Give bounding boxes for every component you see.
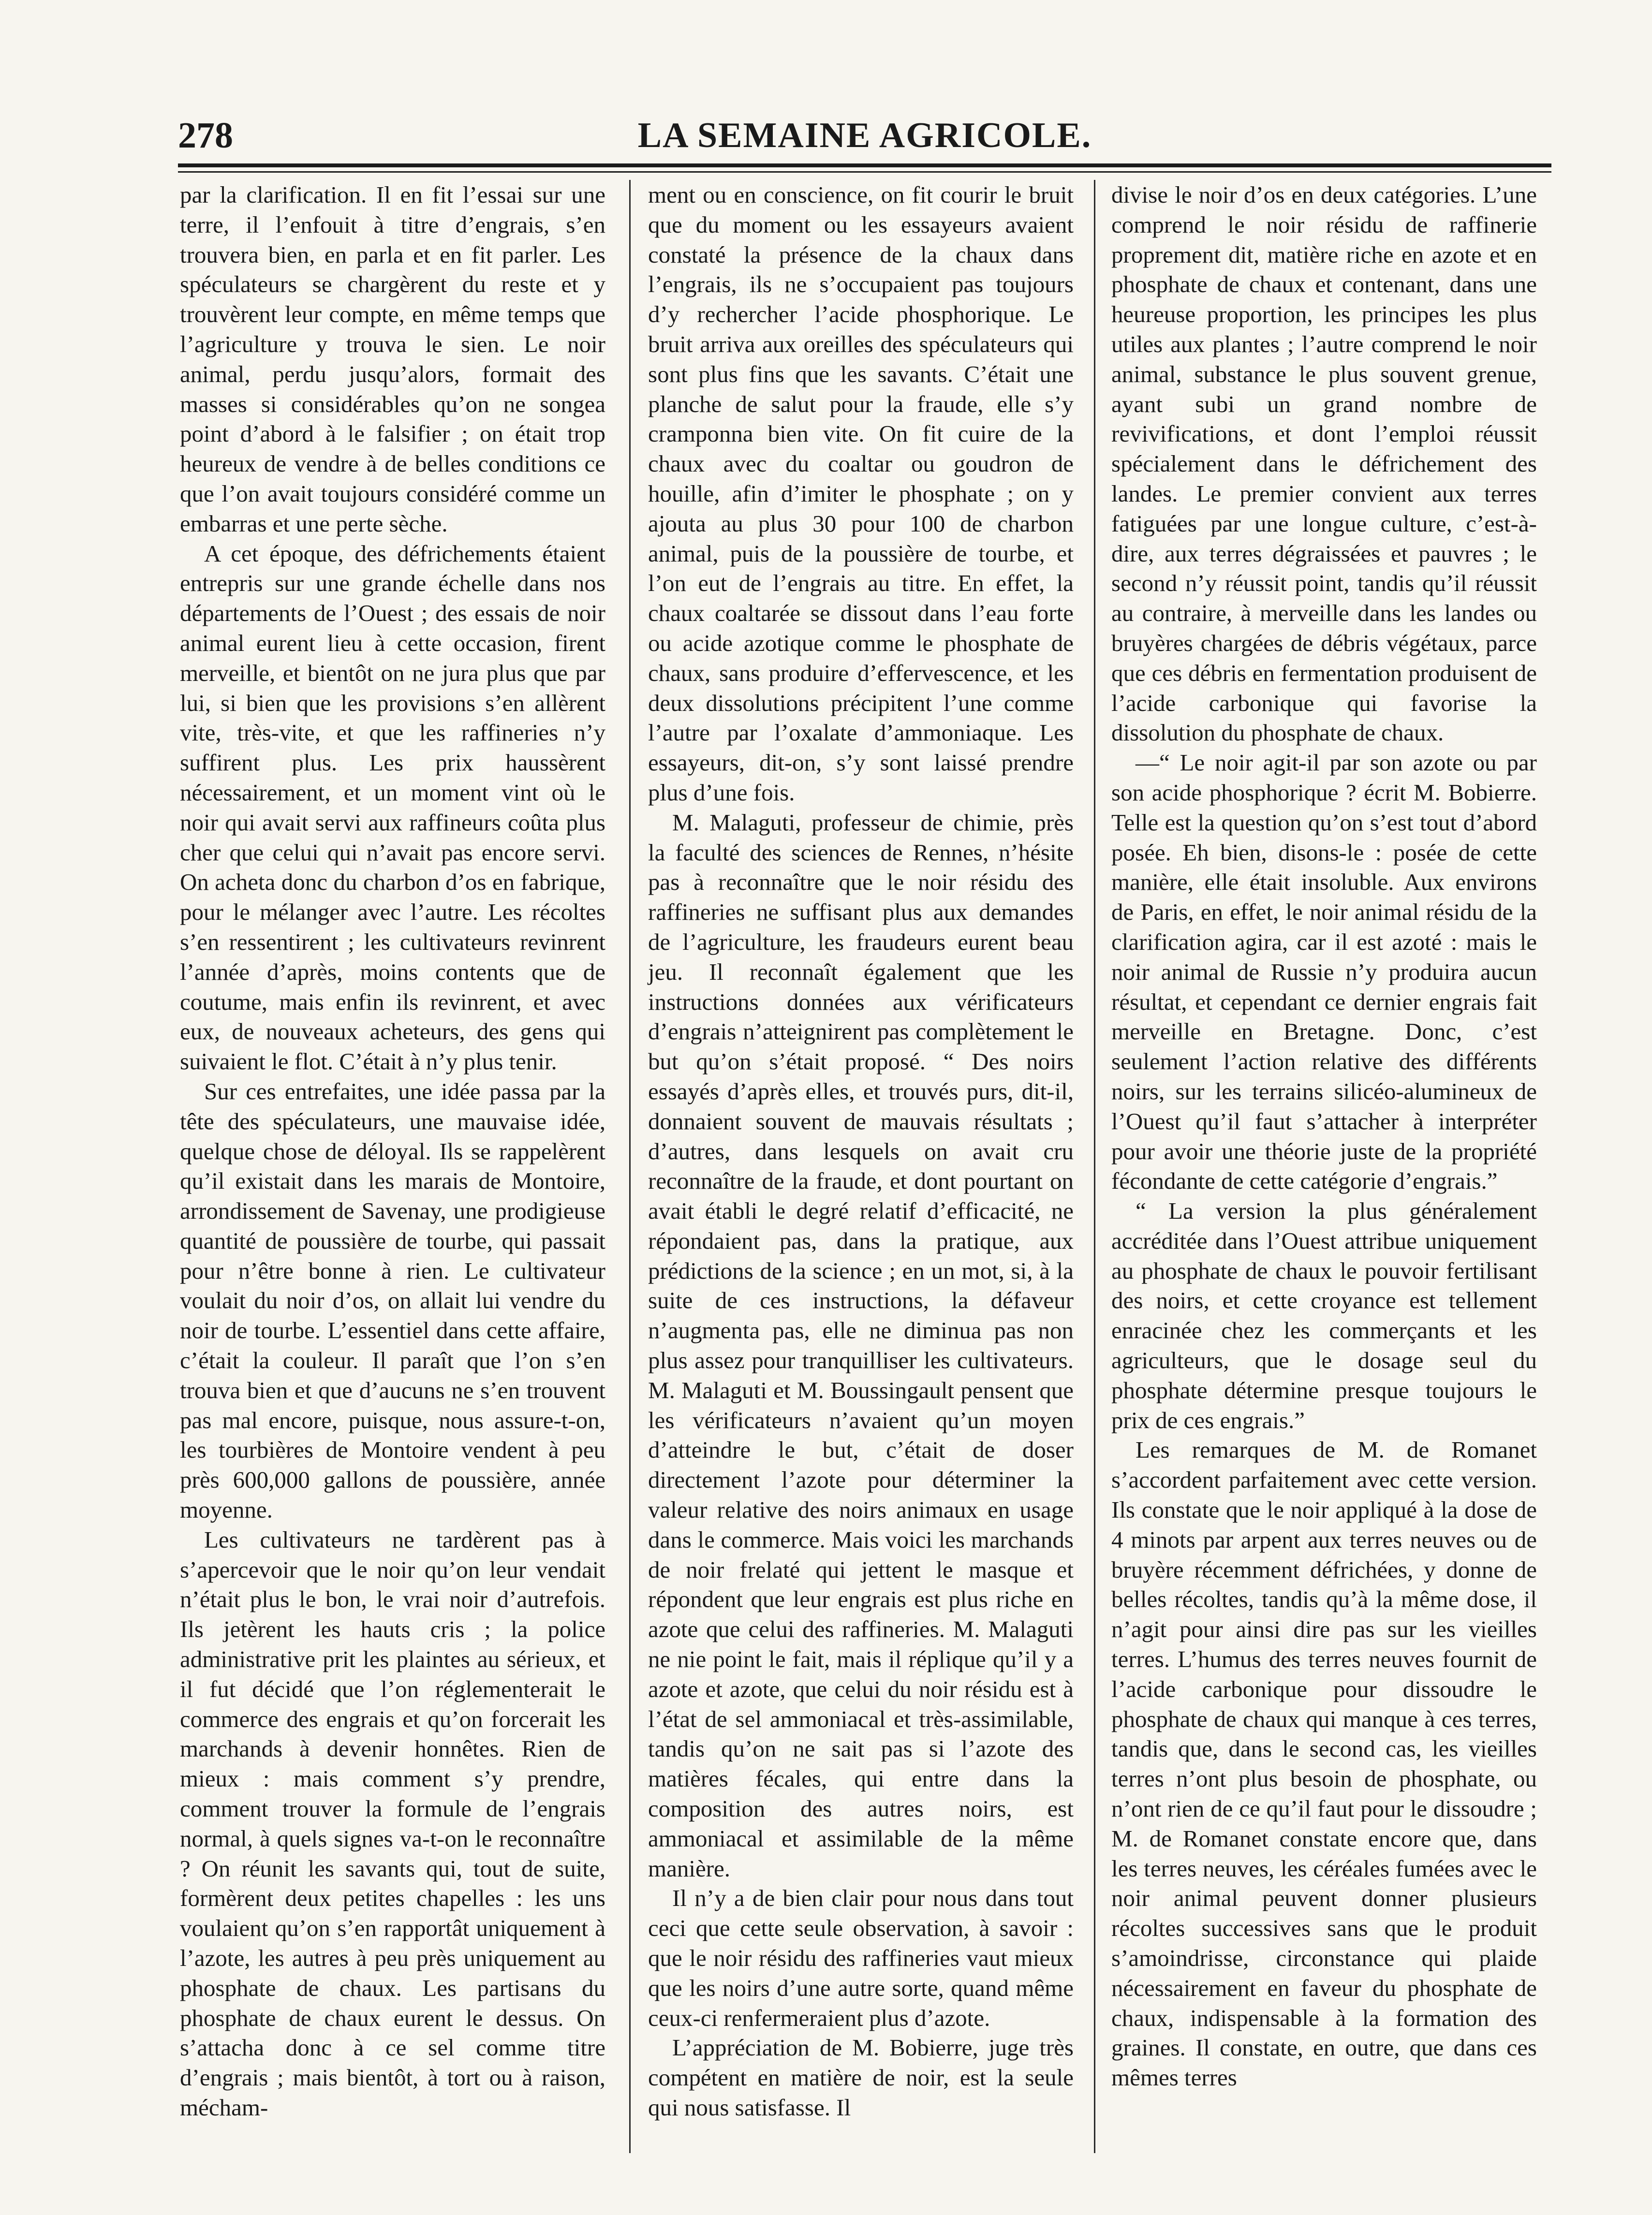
page-number: 278	[178, 115, 233, 156]
paragraph: par la clarification. Il en fit l’essai sur une terre, il l’enfouit à titre d’engrais, s’en trouvera bien, en parla et en fit parler. Les spéculateurs se chargèrent du reste et y trouvèrent leur compte, en même temps que l’agriculture y trouva le sien. Le noir animal, perdu jusqu’alors, formait des masses si considérables qu’on ne songea point d’abord à le falsifier ; on était trop heureux de vendre à de belles conditions ce que l’on avait toujours considéré comme un embarras et une perte sèche.	[180, 181, 605, 537]
text-column-2	[648, 180, 1074, 2123]
header-rule-thick	[178, 163, 1551, 167]
paragraph: Les cultivateurs ne tardèrent pas à s’apercevoir que le noir qu’on leur vendait n’était plus le bon, le vrai noir d’autrefois. Ils jetèrent les hauts cris ; la police administrative prit les plaintes au sérieux, et il fut décidé que l’on réglementerait le commerce des engrais et qu’on forcerait les marchands à devenir honnêtes. Rien de mieux : mais comment s’y prendre, comment trouver la formule de l’engrais normal, à quels signes va-t-on le reconnaître ? On réunit les savants qui, tout de suite, formèrent deux petites chapelles : les uns voulaient qu’on s’en rapportât uniquement à l’azote, les autres à peu près uniquement au phosphate de chaux. Les partisans du phosphate de chaux eurent le dessus. On s’attacha donc à ce sel comme titre d’engrais ; mais bientôt, à tort ou à raison, mécham-	[180, 1526, 605, 2121]
paragraph: A cet époque, des défrichements étaient entrepris sur une grande échelle dans nos départements de l’Ouest ; des essais de noir animal eurent lieu à cette occasion, firent merveille, et bientôt on ne jura plus que par lui, si bien que les provisions s’en allèrent vite, très-vite, et que les raffineries n’y suffirent plus. Les prix haussèrent nécessairement, et un moment vint où le noir qui avait servi aux raffineurs coûta plus cher que celui qui n’avait pas encore servi. On acheta donc du charbon d’os en fabrique, pour le mélanger avec l’autre. Les récoltes s’en ressentirent ; les cultivateurs revinrent l’année d’après, moins contents que de coutume, mais enfin ils revinrent, et avec eux, de nouveaux acheteurs, des gens qui suivaient le flot. C’était à n’y plus tenir.	[180, 540, 605, 1075]
paragraph: M. Malaguti, professeur de chimie, près la faculté des sciences de Rennes, n’hésite pas à reconnaître que le noir résidu des raffineries ne suffisant plus aux demandes de l’agriculture, les fraudeurs eurent beau jeu. Il reconnaît également que les instructions données aux vérificateurs d’engrais n’atteignirent pas complètement le but qu’on s’était proposé. “ Des noirs essayés d’après elles, et trouvés purs, dit-il, donnaient souvent de mauvais résultats ; d’autres, dans lesquels on avait cru reconnaître de la fraude, et dont pourtant on avait établi le degré relatif d’efficacité, ne répondaient pas, dans la pratique, aux prédictions de la science ; en un mot, si, à la suite de ces instructions, la défaveur n’augmenta pas, elle ne diminua pas non plus assez pour tranquilliser les cultivateurs. M. Malaguti et M. Boussingault pensent que les vérificateurs n’avaient qu’un moyen d’atteindre le but, c’était de doser directement l’azote pour déterminer la valeur relative des noirs animaux en usage dans le commerce. Mais voici les marchands de noir frelaté qui jettent le masque et répondent que leur engrais est plus riche en azote que celui des raffineries. M. Malaguti ne nie point le fait, mais il réplique qu’il y a azote et azote, que celui du noir résidu est à l’état de sel ammoniacal et très-assimilable, tandis qu’on ne sait pas si l’azote des matières fécales, qui entre dans la composition des autres noirs, est ammoniacal et assimilable de la même manière.	[648, 809, 1074, 1882]
paragraph: Sur ces entrefaites, une idée passa par la tête des spéculateurs, une mauvaise idée, quelque chose de déloyal. Ils se rappelèrent qu’il existait dans les marais de Montoire, arrondissement de Savenay, une prodigieuse quantité de poussière de tourbe, qui passait pour n’être bonne à rien. Le cultivateur voulait du noir d’os, on allait lui vendre du noir de tourbe. L’essentiel dans cette affaire, c’était la couleur. Il paraît que l’on s’en trouva bien et que d’aucuns ne s’en trouvent pas mal encore, puisque, nous assure-t-on, les tourbières de Montoire vendent à peu près 600,000 gallons de poussière, année moyenne.	[180, 1078, 605, 1523]
paragraph: Il n’y a de bien clair pour nous dans tout ceci que cette seule observation, à savoir : que le noir résidu des raffineries vaut mieux que les noirs d’une autre sorte, quand même ceux-ci renfermeraient plus d’azote.	[648, 1885, 1074, 2031]
column-divider	[1094, 180, 1095, 2153]
paragraph: —“ Le noir agit-il par son azote ou par son acide phosphorique ? écrit M. Bobierre. Telle est la question qu’on s’est tout d’abord posée. Eh bien, disons-le : posée de cette manière, elle était insoluble. Aux environs de Paris, en effet, le noir animal résidu de la clarification agira, car il est azoté : mais le noir animal de Russie n’y produira aucun résultat, et cependant ce dernier engrais fait merveille en Bretagne. Donc, c’est seulement l’action relative des différents noirs, sur les terrains silicéo-alumineux de l’Ouest qu’il faut s’attacher à interpréter pour avoir une théorie juste de la propriété fécondante de cette catégorie d’engrais.”	[1111, 749, 1537, 1195]
header-rule-thin	[178, 171, 1551, 173]
paragraph: L’appréciation de M. Bobierre, juge très compétent en matière de noir, est la seule qui nous satisfasse. Il	[648, 2034, 1074, 2121]
paragraph: Les remarques de M. de Romanet s’accordent parfaitement avec cette version. Ils constate que le noir appliqué à la dose de 4 minots par arpent aux terres neuves ou de bruyère récemment défrichées, y donne de belles récoltes, tandis qu’à la même dose, il n’agit pour ainsi dire pas sur les vieilles terres. L’humus des terres neuves fournit de l’acide carbonique pour dissoudre le phosphate de chaux qui manque à ces terres, tandis que, dans le second cas, les vieilles terres n’ont plus besoin de phosphate, ou n’ont rien de ce qu’il faut pour le dissoudre ; M. de Romanet constate encore que, dans les terres neuves, les céréales fumées avec le noir animal peuvent donner plusieurs récoltes successives sans que le produit s’amoindrisse, circonstance qui plaide nécessairement en faveur du phosphate de chaux, indispensable à la formation des graines. Il constate, en outre, que dans ces mêmes terres	[1111, 1436, 1537, 2091]
text-column-3	[1111, 180, 1537, 2093]
page-header	[178, 111, 1551, 160]
paragraph: ment ou en conscience, on fit courir le bruit que du moment ou les essayeurs avaient constaté la présence de la chaux dans l’engrais, ils ne s’occupaient pas toujours d’y rechercher l’acide phosphorique. Le bruit arriva aux oreilles des spéculateurs qui sont plus fins que les savants. C’était une planche de salut pour la fraude, elle s’y cramponna bien vite. On fit cuire de la chaux avec du coaltar ou goudron de houille, afin d’imiter le phosphate ; on y ajouta au plus 30 pour 100 de charbon animal, puis de la poussière de tourbe, et l’on eut de l’engrais au titre. En effet, la chaux coaltarée se dissout dans l’eau forte ou acide azotique comme le phosphate de chaux, sans produire d’effervescence, et les deux dissolutions précipitent l’une comme l’autre par l’oxalate d’ammoniaque. Les essayeurs, dit-on, s’y sont laissé prendre plus d’une fois.	[648, 181, 1074, 806]
paragraph: divise le noir d’os en deux catégories. L’une comprend le noir résidu de raffinerie proprement dit, matière riche en azote et en phosphate de chaux et contenant, dans une heureuse proportion, les principes les plus utiles aux plantes ; l’autre comprend le noir animal, substance le plus souvent grenue, ayant subi un grand nombre de revivifications, et dont l’emploi réussit spécialement dans le défrichement des landes. Le premier convient aux terres fatiguées par une longue culture, c’est-à-dire, aux terres dégraissées et pauvres ; le second n’y réussit point, tandis qu’il réussit au contraire, à merveille dans les landes ou bruyères chargées de débris végétaux, parce que ces débris en fermentation produisent de l’acide carbonique qui favorise la dissolution du phosphate de chaux.	[1111, 181, 1537, 746]
paragraph: “ La version la plus généralement accréditée dans l’Ouest attribue uniquement au phosphate de chaux le pouvoir fertilisant des noirs, et cette croyance est tellement enracinée chez les commerçants et les agriculteurs, que le dosage seul du phosphate détermine presque toujours le prix de ces engrais.”	[1111, 1197, 1537, 1433]
column-divider	[629, 180, 631, 2153]
text-column-1	[180, 180, 605, 2123]
running-title: LA SEMAINE AGRICOLE.	[637, 116, 1092, 155]
